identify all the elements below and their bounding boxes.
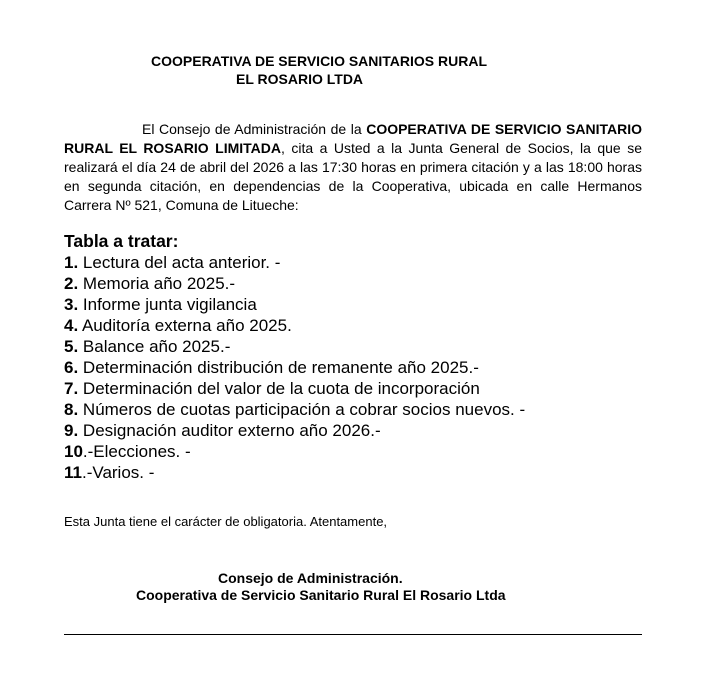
- agenda-item-number: 4.: [64, 316, 79, 335]
- agenda-item-text: Determinación del valor de la cuota de incorporación: [78, 379, 480, 398]
- agenda-item-text: Auditoría externa año 2025.: [78, 316, 292, 335]
- agenda-item-number: 2.: [64, 274, 79, 293]
- agenda-item: [64, 399, 664, 420]
- agenda-item-number: 8.: [64, 400, 79, 419]
- agenda-item: [64, 441, 664, 462]
- agenda-item-number: 10: [64, 442, 83, 461]
- agenda-item: [64, 357, 664, 378]
- agenda-item: [64, 336, 664, 357]
- agenda-item-number: 6.: [64, 358, 79, 377]
- agenda-item-text: Memoria año 2025.-: [78, 274, 236, 293]
- agenda-item-text: Lectura del acta anterior. -: [78, 253, 281, 272]
- bottom-divider: [64, 634, 642, 635]
- intro-body: , cita a Usted a la Junta General de Socios, la que se realizará el día 24 de abril del 2026 a las 17:30 horas en primera citación y a las 18:00 horas en segunda citación, en dependencias de la Cooperativa, ubicada en calle Hermanos Carrera Nº 521, Comuna de Litueche:: [64, 140, 642, 213]
- agenda-heading: Tabla a tratar:: [64, 231, 179, 251]
- agenda-item-text: Determinación distribución de remanente año 2025.-: [78, 358, 479, 377]
- header-title-line1: COOPERATIVA DE SERVICIO SANITARIOS RURAL: [151, 53, 488, 69]
- agenda-item-text: Balance año 2025.-: [78, 337, 231, 356]
- signature-line1: Consejo de Administración.: [218, 570, 403, 586]
- agenda-item: [64, 315, 664, 336]
- intro-prefix: El Consejo de Administración de la: [142, 121, 367, 137]
- agenda-item: [64, 420, 664, 441]
- agenda-item-number: 3.: [64, 295, 79, 314]
- agenda-item: [64, 294, 664, 315]
- agenda-item-number: 7.: [64, 379, 79, 398]
- header-title-line2: EL ROSARIO LTDA: [236, 71, 364, 87]
- agenda-item-text: Números de cuotas participación a cobrar socios nuevos. -: [78, 400, 526, 419]
- intro-org-name: COOPERATIVA DE SERVICIO SANITARIO RURAL EL ROSARIO LIMITADA: [64, 121, 642, 156]
- agenda-item-text: Informe junta vigilancia: [78, 295, 257, 314]
- agenda-item: [64, 378, 664, 399]
- agenda-item: [64, 462, 664, 483]
- agenda-list: [64, 231, 664, 483]
- agenda-item-number: 11: [64, 463, 82, 482]
- agenda-item-number: 5.: [64, 337, 79, 356]
- agenda-item: [64, 252, 664, 273]
- signature-line2: Cooperativa de Servicio Sanitario Rural El Rosario Ltda: [136, 587, 506, 603]
- agenda-item-number: 1.: [64, 253, 79, 272]
- agenda-item-number: 9.: [64, 421, 79, 440]
- agenda-item-text: Designación auditor externo año 2026.-: [78, 421, 381, 440]
- agenda-item-text: .-Elecciones. -: [82, 442, 191, 461]
- agenda-item: [64, 273, 664, 294]
- agenda-item-text: .-Varios. -: [81, 463, 155, 482]
- closing-text: Esta Junta tiene el carácter de obligatoria. Atentamente,: [64, 514, 388, 529]
- intro-paragraph: [64, 120, 642, 215]
